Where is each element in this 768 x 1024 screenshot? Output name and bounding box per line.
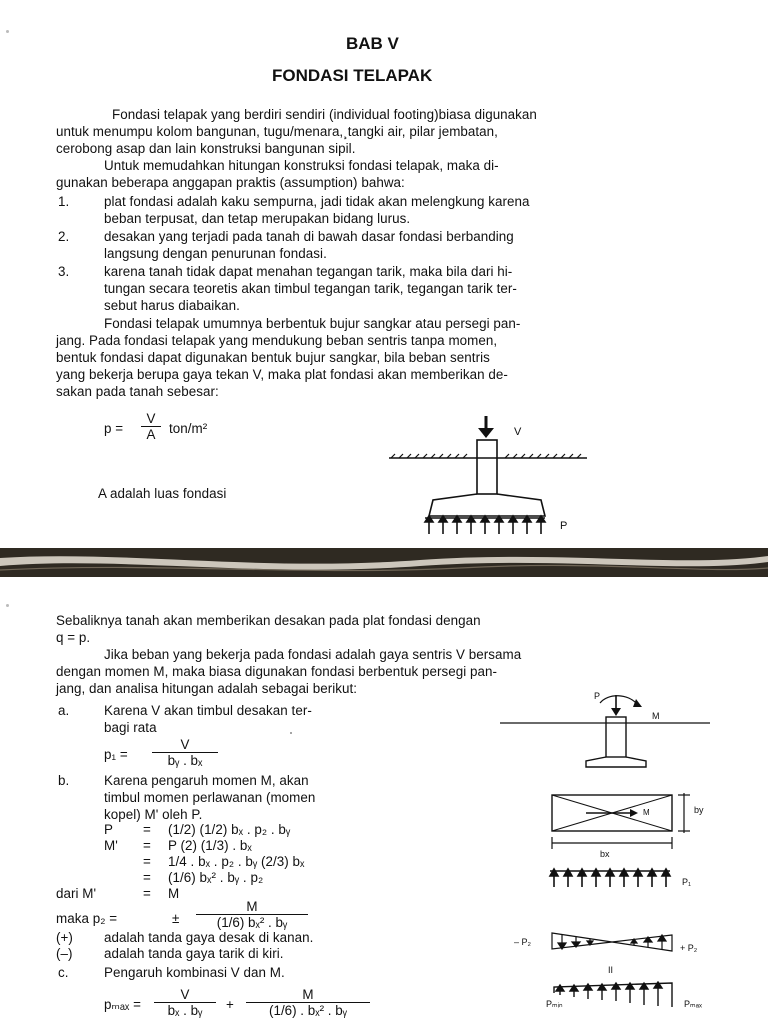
fraction-numerator: V <box>146 411 156 426</box>
formula-lhs: p = <box>104 421 124 436</box>
paragraph-line: q = p. <box>56 630 91 645</box>
fraction-numerator: V <box>180 987 190 1002</box>
formula-fraction <box>196 899 308 930</box>
fraction-denominator: (1/6) bₓ² . bᵧ <box>196 914 308 930</box>
item-line: Karena pengaruh momen M, akan <box>104 773 309 788</box>
item-line: Pengaruh kombinasi V dan M. <box>104 965 285 980</box>
equation-rhs: (1/2) (1/2) bₓ . p₂ . bᵧ <box>168 822 291 837</box>
minus-p2-label: – P₂ <box>514 937 532 947</box>
list-number: 1. <box>58 194 70 209</box>
list-number: 2. <box>58 229 70 244</box>
paragraph-line: Fondasi telapak yang berdiri sendiri (individual footing)biasa digunakan <box>112 107 537 122</box>
item-line: Karena V akan timbul desakan ter- <box>104 703 312 718</box>
list-item-line: sebut harus diabaikan. <box>104 298 240 313</box>
equation-op: = <box>143 822 151 837</box>
formula-fraction <box>246 987 370 1018</box>
equation-op: = <box>143 838 151 853</box>
list-item-line: langsung dengan penurunan fondasi. <box>104 246 327 261</box>
footing-plan-diagram <box>546 785 696 857</box>
item-line: kopel) M' oleh P. <box>104 807 203 822</box>
paragraph-line: jang, dan analisa hitungan adalah sebagai berikut: <box>56 681 358 696</box>
item-marker: c. <box>58 965 69 980</box>
equation-rhs: 1/4 . bₓ . p₂ . bᵧ (2/3) bₓ <box>168 854 305 869</box>
sign-symbol: (+) <box>56 930 73 945</box>
fraction-numerator: M <box>246 899 258 914</box>
combined-pressure-diagram <box>550 981 680 1013</box>
fraction-denominator: bᵧ . bₓ <box>152 752 218 768</box>
list-item-line: desakan yang terjadi pada tanah di bawah dasar fondasi berbanding <box>104 229 514 244</box>
plus-sign: + <box>226 997 234 1012</box>
plan-moment-label: M <box>643 808 650 817</box>
equation-lhs: P <box>104 822 113 837</box>
formula-lhs: p₁ = <box>104 747 128 762</box>
item-marker: b. <box>58 773 70 788</box>
sign-symbol: (–) <box>56 946 73 961</box>
paragraph-line: bentuk fondasi dapat digunakan bentuk bujur sangkar, bila beban sentris <box>56 350 490 365</box>
formula-fraction <box>141 411 161 442</box>
sign-description: adalah tanda gaya desak di kanan. <box>104 930 314 945</box>
paragraph-line: sakan pada tanah sebesar: <box>56 384 219 399</box>
equation-lhs: dari M' <box>56 886 97 901</box>
fraction-denominator: bₓ . bᵧ <box>154 1002 216 1018</box>
equation-rhs: M <box>168 886 180 901</box>
equals-symbol: II <box>608 965 614 975</box>
eccentric-load-diagram <box>500 689 710 771</box>
paragraph-line: Untuk memudahkan hitungan konstruksi fondasi telapak, maka di- <box>104 158 499 173</box>
p1-label: P₁ <box>682 877 692 887</box>
equation-op: = <box>143 870 151 885</box>
paragraph-line: untuk menumpu kolom bangunan, tugu/menara,¸tangki air, pilar jembatan, <box>56 124 498 139</box>
plus-minus-sign: ± <box>172 911 180 926</box>
paragraph-line: yang bekerja berupa gaya tekan V, maka plat fondasi akan memberikan de- <box>56 367 508 382</box>
paragraph-line: Fondasi telapak umumnya berbentuk bujur sangkar atau persegi pan- <box>104 316 521 331</box>
slide-marker-dot <box>6 604 9 607</box>
list-item-line: karena tanah tidak dapat menahan tegangan tarik, maka bila dari hi- <box>104 264 513 279</box>
pressure-label: P <box>560 520 568 532</box>
moment-pressure-diagram <box>548 927 678 957</box>
formula-lhs: pₘₐₓ = <box>104 997 142 1012</box>
chapter-heading: BAB V <box>346 34 399 53</box>
formula-fraction <box>154 987 216 1018</box>
equation-lhs: M' <box>104 838 118 853</box>
plus-p2-label: + P₂ <box>680 943 698 953</box>
paragraph-line: gunakan beberapa anggapan praktis (assumption) bahwa: <box>56 175 405 190</box>
item-marker: a. <box>58 703 70 718</box>
slide-marker-dot <box>6 30 9 33</box>
equation-rhs: (1/6) bₓ² . bᵧ . p₂ <box>168 870 264 885</box>
formula-unit: ton/m² <box>169 421 208 436</box>
page-title: FONDASI TELAPAK <box>272 66 433 85</box>
stray-dot <box>290 732 292 734</box>
formula-lhs: maka p₂ = <box>56 911 118 926</box>
bx-label: bx <box>600 849 610 859</box>
paragraph-line: jang. Pada fondasi telapak yang mendukung beban sentris tanpa momen, <box>56 333 498 348</box>
fraction-numerator: M <box>302 987 314 1002</box>
area-note: A adalah luas fondasi <box>98 486 227 501</box>
paragraph-line: Sebaliknya tanah akan memberikan desakan pada plat fondasi dengan <box>56 613 481 628</box>
uniform-pressure-diagram <box>548 867 678 891</box>
load-label: V <box>514 426 522 438</box>
list-number: 3. <box>58 264 70 279</box>
equation-rhs: P (2) (1/3) . bₓ <box>168 838 252 853</box>
fraction-denominator: (1/6) . bₓ² . bᵧ <box>246 1002 370 1018</box>
pmin-label: Pₘᵢₙ <box>546 999 563 1009</box>
paragraph-line: Jika beban yang bekerja pada fondasi adalah gaya sentris V bersama <box>104 647 522 662</box>
item-line: bagi rata <box>104 720 157 735</box>
slide-divider-band <box>0 548 768 577</box>
list-item-line: beban terpusat, dan tetap merupakan bidang lurus. <box>104 211 411 226</box>
item-line: timbul momen perlawanan (momen <box>104 790 316 805</box>
sign-description: adalah tanda gaya tarik di kiri. <box>104 946 284 961</box>
by-label: by <box>694 805 704 815</box>
fraction-denominator: A <box>141 426 161 442</box>
list-item-line: plat fondasi adalah kaku sempurna, jadi tidak akan melengkung karena <box>104 194 530 209</box>
equation-op: = <box>143 854 151 869</box>
pmax-label: Pₘₐₓ <box>684 999 702 1009</box>
slide-2 <box>0 577 768 1024</box>
moment-label: M <box>652 711 660 721</box>
list-item-line: tungan secara teoretis akan timbul tegangan tarik, tegangan tarik ter- <box>104 281 517 296</box>
paragraph-line: dengan momen M, maka biasa digunakan fondasi berbentuk persegi pan- <box>56 664 498 679</box>
formula-fraction <box>152 737 218 768</box>
fraction-numerator: V <box>180 737 190 752</box>
load-label: P <box>594 691 601 701</box>
equation-op: = <box>143 886 151 901</box>
paragraph-line: cerobong asap dan lain konstruksi bangunan sipil. <box>56 141 356 156</box>
